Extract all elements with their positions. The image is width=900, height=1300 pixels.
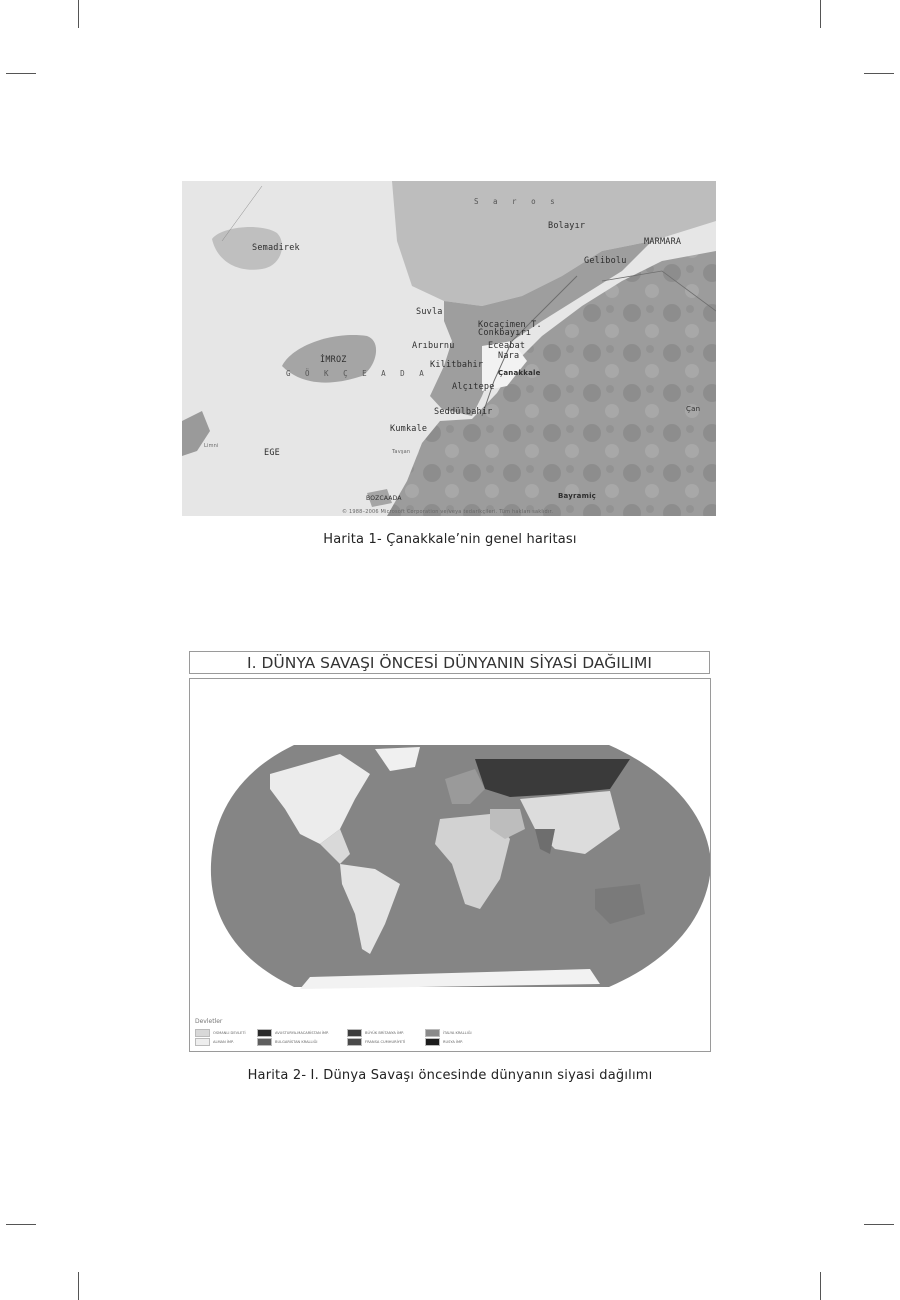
world-map-graphic	[190, 679, 711, 1052]
legend-item	[257, 1038, 317, 1045]
legend-swatch	[195, 1029, 210, 1037]
map-copyright: © 1988–2006 Microsoft Corporation ve/veya tedarikçileri. Tüm hakları saklıdır.	[342, 509, 554, 515]
label-conkbayiri: Conkbayırı	[478, 328, 532, 338]
world-map-title: I. DÜNYA SAVAŞI ÖNCESİ DÜNYANIN SİYASİ DAĞILIMI	[189, 651, 710, 674]
crop-mark-bottom-right-v	[820, 1272, 821, 1300]
label-saros: S a r o s	[474, 197, 560, 206]
legend-item	[257, 1029, 329, 1036]
legend-label: BULGARİSTAN KRALLIĞI	[275, 1039, 318, 1044]
legend-swatch	[347, 1038, 362, 1046]
legend-label: OSMANLI DEVLETİ	[213, 1030, 246, 1035]
legend-swatch	[425, 1029, 440, 1037]
legend-label: BÜYÜK BRİTANYA İMP.	[365, 1030, 404, 1035]
legend-label: AVUSTURYA-MACARİSTAN İMP.	[275, 1030, 329, 1035]
crop-mark-top-right-v	[820, 0, 821, 28]
label-tavsan: Tavşan	[392, 449, 411, 455]
label-seddulbahir: Seddülbahir	[434, 407, 493, 417]
label-can: Çan	[686, 405, 701, 413]
label-kumkale: Kumkale	[390, 424, 428, 434]
label-bayramic: Bayramiç	[558, 492, 597, 500]
crop-mark-top-right-h	[864, 73, 894, 74]
legend-swatch	[425, 1038, 440, 1046]
legend-label: ALMAN İMP.	[213, 1039, 234, 1044]
world-political-map	[189, 678, 711, 1052]
label-imroz: İMROZ	[320, 355, 347, 365]
legend-item	[347, 1029, 404, 1036]
crop-mark-bottom-left-h	[6, 1224, 36, 1225]
label-marmara: MARMARA	[644, 237, 682, 247]
label-kilitbahir: Kilitbahir	[430, 360, 484, 370]
legend-label: FRANSA CUMHURİYETİ	[365, 1039, 406, 1044]
crop-mark-top-left-v	[78, 0, 79, 28]
legend-item	[195, 1038, 234, 1045]
label-gelibolu: Gelibolu	[584, 256, 627, 266]
label-semadirek: Semadirek	[252, 243, 300, 253]
crop-mark-bottom-left-v	[78, 1272, 79, 1300]
map1-caption: Harita 1- Çanakkale’nin genel haritası	[323, 532, 577, 547]
label-bolayir: Bolayır	[548, 221, 586, 231]
crop-mark-bottom-right-h	[864, 1224, 894, 1225]
label-suvla: Suvla	[416, 307, 443, 317]
label-kocacimen: Kocaçimen T.	[478, 320, 542, 330]
canakkale-map	[182, 181, 716, 516]
crop-mark-top-left-h	[6, 73, 36, 74]
label-gokceada: G Ö K Ç E A D A	[286, 369, 429, 378]
label-bozcaada: BOZCAADA	[366, 495, 402, 502]
label-ege: EGE	[264, 448, 280, 458]
legend-swatch	[257, 1038, 272, 1046]
legend-title: Devletler	[195, 1018, 223, 1025]
legend-item	[425, 1029, 472, 1036]
legend-swatch	[195, 1038, 210, 1046]
label-canakkale: Çanakkale	[498, 369, 541, 377]
label-eceabat: Eceabat	[488, 341, 526, 351]
label-nara: Nara	[498, 351, 520, 361]
label-alcitepe: Alçıtepe	[452, 382, 495, 392]
label-limni: Limni	[204, 443, 219, 449]
map2-caption: Harita 2- I. Dünya Savaşı öncesinde dünyanın siyasi dağılımı	[247, 1068, 653, 1083]
legend-item	[195, 1029, 246, 1036]
legend-label: İTALYA KRALLIĞI	[443, 1030, 472, 1035]
legend-swatch	[347, 1029, 362, 1037]
legend-item	[425, 1038, 463, 1045]
legend-swatch	[257, 1029, 272, 1037]
legend-label: RUSYA İMP.	[443, 1039, 463, 1044]
legend-item	[347, 1038, 405, 1045]
label-ariburnu: Arıburnu	[412, 341, 455, 351]
